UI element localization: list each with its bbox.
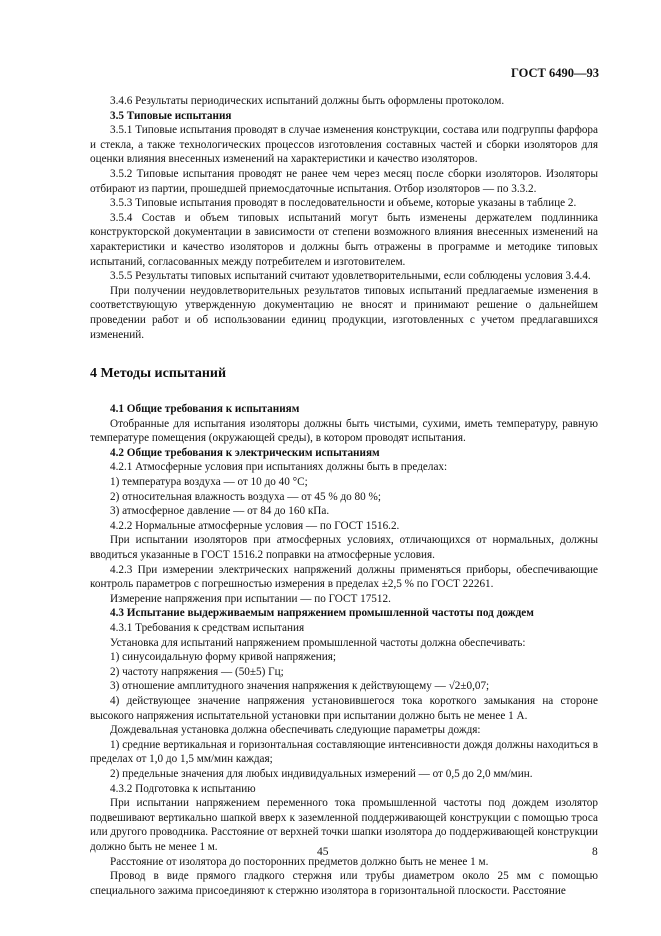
paragraph: 4.3.2 Подготовка к испытанию [110, 782, 256, 795]
paragraph: 4.2.2 Нормальные атмосферные условия — по ГОСТ 1516.2. [110, 519, 400, 532]
paragraph: 2) предельные значения для любых индивидуальных измерений — от 0,5 до 2,0 мм/мин. [110, 767, 533, 780]
document-header: ГОСТ 6490—93 [510, 66, 599, 80]
sheet-number: 8 [592, 846, 598, 858]
paragraph: 4.3.1 Требования к средствам испытания [110, 622, 305, 634]
paragraph: При испытании изоляторов при атмосферных условиях, отличающихся от нормальных, должны вводиться указанные в ГОСТ 1516.2 поправки на атмосферные условия. [90, 534, 598, 562]
paragraph: Дождевальная установка должна обеспечивать следующие параметры дождя: [110, 724, 481, 737]
paragraph: 1) температура воздуха — от 10 до 40 °С; [110, 476, 308, 489]
paragraph: 3.4.6 Результаты периодических испытаний должны быть оформлены протоколом. [110, 95, 505, 107]
page-body [90, 94, 598, 898]
paragraph: 1) синусоидальную форму кривой напряжения; [110, 651, 337, 664]
paragraph: 3.5.1 Типовые испытания проводят в случае изменения конструкции, состава или подгруппы фарфора и стекла, а также технологических процессов изготовления составных частей и сборки изоляторов для оценки влияния внесенных изменений на характеристики и качество изоляторов. [90, 124, 598, 166]
paragraph: Установка для испытаний напряжением промышленной частоты должна обеспечивать: [110, 636, 526, 649]
section-4-text [90, 402, 598, 898]
paragraph: Провод в виде прямого гладкого стержня или трубы диаметром около 25 мм с помощью специального зажима присоединяют к стержню изолятора в горизонтальной плоскости. Расстояние [90, 870, 598, 897]
paragraph: 4) действующее значение напряжения установившегося тока короткого замыкания на стороне высокого напряжения испытательной установки при испытании должно быть не менее 1 А. [90, 694, 598, 722]
paragraph: Отобранные для испытания изоляторы должны быть чистыми, сухими, иметь температуру, равную температуре помещения (окружающей среды), в котором проводят испытания. [90, 417, 598, 445]
paragraph: При испытании напряжением переменного тока промышленной частоты под дождем изолятор подвешивают вертикально шапкой вверх к заземленной поддерживающей конструкции с помощью троса или другого проводника. Расстояние от верхней точки шапки изолятора до поддерживающей конструкции должно быть не менее 1 м. [90, 797, 598, 853]
page-number: 45 [317, 846, 329, 858]
subsection-heading: 4.3 Испытание выдерживаемым напряжением промышленной частоты под дождем [110, 607, 534, 620]
subsection-heading: 4.2 Общие требования к электрическим испытаниям [110, 446, 380, 459]
paragraph: 4.2.3 При измерении электрических напряжений должны применяться приборы, обеспечивающие контроль параметров с погрешностью измерения в пределах ±2,5 % по ГОСТ 22261. [90, 563, 598, 591]
paragraph: 3.5.3 Типовые испытания проводят в последовательности и объеме, которые указаны в таблице 2. [110, 197, 577, 210]
paragraph: 3.5.5 Результаты типовых испытаний считают удовлетворительными, если соблюдены условия 3.4.4. [110, 270, 591, 283]
subsection-heading: 3.5 Типовые испытания [110, 109, 232, 122]
paragraph: 3.5.2 Типовые испытания проводят не ранее чем через месяц после сборки изоляторов. Изоляторы отбирают из партии, прошедшей приемосдаточные испытания. Отбор изоляторов — по 3.3.2. [90, 167, 598, 195]
paragraph: 4.2.1 Атмосферные условия при испытаниях должны быть в пределах: [110, 461, 448, 474]
paragraph: 2) частоту напряжения — (50±5) Гц; [110, 665, 284, 678]
subsection-heading: 4.1 Общие требования к испытаниям [110, 403, 300, 416]
section-3-5-text [90, 94, 598, 342]
section-title: 4 Методы испытаний [90, 366, 227, 382]
paragraph: При получении неудовлетворительных результатов типовых испытаний предлагаемые изменения в соответствующую утвержденную документацию не вносят и принимают решение о дальнейшем проведении работ и об использовании единиц продукции, изготовленных с учетом предлагавшихся изменений. [90, 284, 598, 341]
paragraph: 3) отношение амплитудного значения напряжения к действующему — √2±0,07; [110, 680, 490, 693]
paragraph: Расстояние от изолятора до посторонних предметов должно быть не менее 1 м. [110, 855, 489, 868]
paragraph: 3) атмосферное давление — от 84 до 160 кПа. [110, 505, 330, 518]
paragraph: 3.5.4 Состав и объем типовых испытаний могут быть изменены держателем подлинника конструкторской документации в зависимости от степени возможного влияния внесенных изменений на характеристики и качество изоляторов и должны быть отражены в программе и методике типовых испытаний, согласованных между потребителем и изготовителем. [90, 211, 598, 268]
paragraph: 2) относительная влажность воздуха — от 45 % до 80 %; [110, 490, 381, 503]
paragraph: Измерение напряжения при испытании — по ГОСТ 17512. [110, 592, 391, 605]
paragraph: 1) средние вертикальная и горизонтальная составляющие интенсивности дождя должны находиться в пределах от 1,0 до 1,5 мм/мин каждая; [90, 738, 598, 766]
